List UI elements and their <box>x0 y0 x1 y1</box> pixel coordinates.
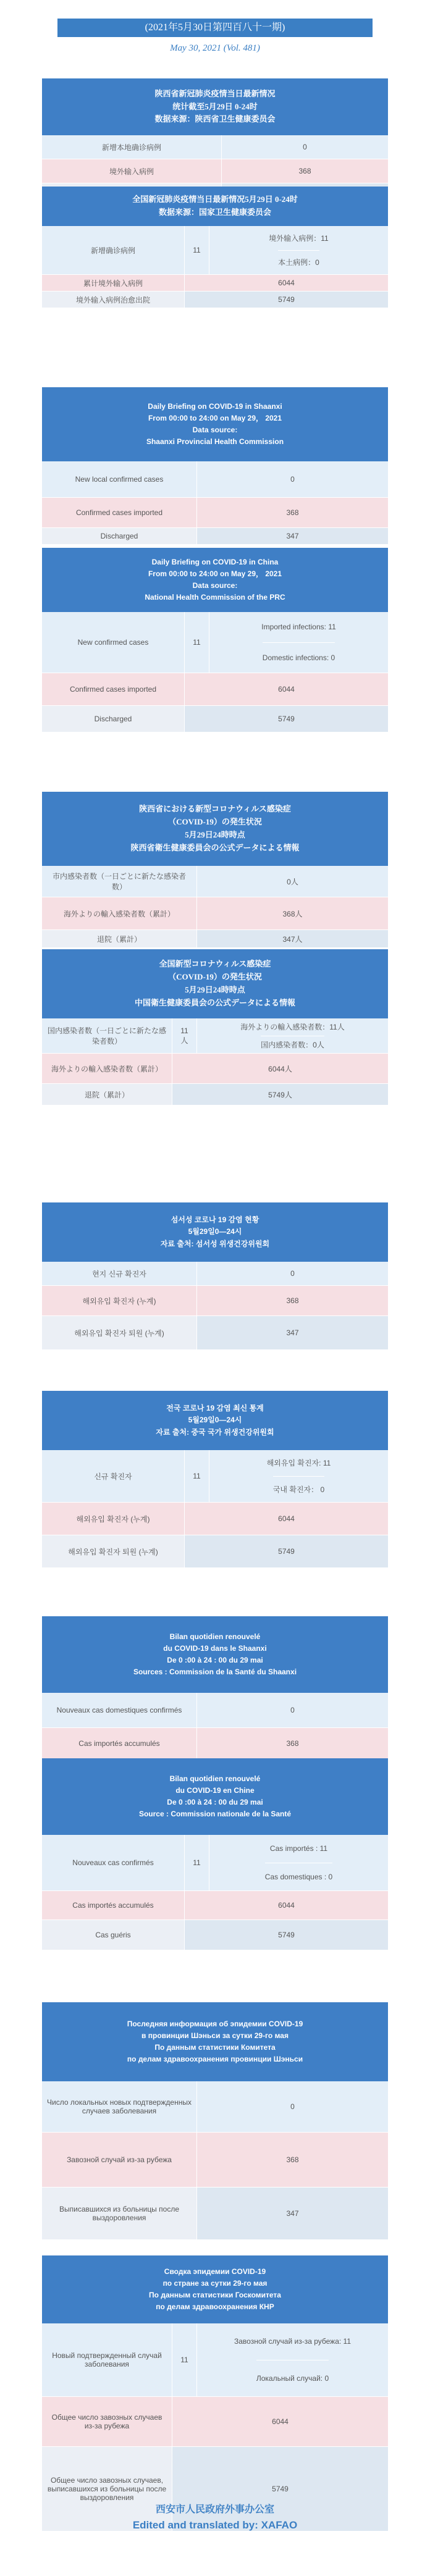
row-label: Общее число завозных случаев из-за рубежа <box>42 2397 172 2446</box>
row-label: 해외유입 확진자 퇴원 (누계) <box>42 1316 196 1349</box>
new-cases-row <box>42 1018 388 1054</box>
row-label: 해외유입 확진자 퇴원 (누계) <box>42 1535 184 1567</box>
data-row <box>42 1286 388 1316</box>
briefing-section <box>42 792 388 948</box>
briefing-section <box>42 1758 388 1950</box>
data-row <box>42 1316 388 1350</box>
data-row <box>42 2081 388 2133</box>
row-value: 6044 <box>172 2397 388 2446</box>
data-row <box>42 1262 388 1286</box>
section-title-line: （COVID-19）の発生状況 <box>168 817 262 827</box>
briefing-section <box>42 2255 388 2532</box>
section-header <box>42 387 388 461</box>
row-label: Общее число завозных случаев, выписавшихся из больницы после выздоровления <box>42 2447 172 2531</box>
new-cases-label: 国内感染者数（一日ごとに新たな感染者数） <box>42 1018 172 1053</box>
section-header <box>42 1391 388 1450</box>
briefing-section <box>42 1391 388 1568</box>
new-cases-label: 新增确诊病例 <box>42 226 184 274</box>
imported-cases: Завозной случай из-за рубежа: 11 <box>234 2337 351 2346</box>
briefing-section <box>42 78 388 201</box>
section-title-line: Daily Briefing on COVID-19 in Shaanxi <box>148 401 282 411</box>
section-header <box>42 949 388 1018</box>
footer <box>0 2501 430 2532</box>
row-label: 境外输入病例 <box>42 159 221 183</box>
new-cases-row <box>42 2323 388 2397</box>
section-title-line: 全国新冠肺炎疫情当日最新情况5月29日 0-24时 <box>132 195 298 204</box>
domestic-cases: 国内感染者数：0人 <box>261 1036 324 1054</box>
data-row <box>42 461 388 498</box>
section-header <box>42 2002 388 2081</box>
section-header <box>42 1616 388 1693</box>
section-title-line: 5월29일0—24시 <box>188 1227 242 1236</box>
new-cases-total: 11 <box>172 2323 196 2396</box>
new-cases-row <box>42 226 388 275</box>
new-cases-total: 11人 <box>172 1018 196 1053</box>
imported-cases: Cas importés : 11 <box>269 1844 328 1853</box>
briefing-section <box>42 548 388 732</box>
section-title-line: 陕西省新冠肺炎疫情当日最新情况 <box>154 88 276 98</box>
data-row <box>42 275 388 292</box>
section-title-line: 中国衛生健康委員会の公式データによる情報 <box>134 997 295 1007</box>
imported-cases: 境外输入病例：11 <box>269 233 329 243</box>
section-title-line: Сводка эпидемии COVID-19 <box>164 2267 266 2276</box>
section-title-line: 섬서성 코로나 19 감염 현황 <box>171 1215 259 1225</box>
section-header <box>42 1202 388 1262</box>
row-value: 6044 <box>184 1891 388 1919</box>
new-cases-label: Новый подтвержденный случай заболевания <box>42 2323 172 2396</box>
row-label: Nouveaux cas domestiques confirmés <box>42 1693 196 1727</box>
section-title-line: 陝西省における新型コロナウィルス感染症 <box>139 804 291 814</box>
new-cases-row <box>42 1450 388 1503</box>
briefing-section <box>42 1616 388 1776</box>
section-title-line: De 0 :00 à 24 : 00 du 29 mai <box>167 1656 263 1664</box>
row-label: Discharged <box>42 528 196 544</box>
row-label: Число локальных новых подтвержденных случаев заболевания <box>42 2081 196 2132</box>
row-label: Завозной случай из-за рубежа <box>42 2133 196 2187</box>
row-value: 5749 <box>184 1535 388 1567</box>
new-cases-total: 11 <box>184 1835 209 1890</box>
section-title-line: De 0 :00 à 24 : 00 du 29 mai <box>167 1798 263 1806</box>
row-value: 347 <box>196 1316 388 1349</box>
data-row <box>42 866 388 897</box>
section-header <box>42 78 388 135</box>
data-row <box>42 930 388 948</box>
issue-date: May 30, 2021 (Vol. 481) <box>170 43 260 53</box>
data-row <box>42 706 388 732</box>
data-row <box>42 1535 388 1568</box>
row-value: 0人 <box>196 866 388 897</box>
section-title-line: From 00:00 to 24:00 on May 29， 2021 <box>148 413 282 422</box>
section-title-line: 数据来源：陕西省卫生健康委员会 <box>154 114 276 124</box>
row-value: 0 <box>196 2081 388 2132</box>
section-title-line: Data source: <box>192 581 238 590</box>
row-value: 368人 <box>196 897 388 929</box>
new-cases-row <box>42 1835 388 1891</box>
row-value: 5749 <box>184 292 388 308</box>
row-value: 6044 <box>184 275 388 291</box>
row-value: 347 <box>196 2188 388 2239</box>
new-cases-label: 신규 확진자 <box>42 1450 184 1502</box>
imported-cases: 해외유입 확진자: 11 <box>266 1459 331 1468</box>
row-label: Cas guéris <box>42 1920 184 1950</box>
section-title-line: 统计截至5月29日 0-24时 <box>172 101 258 111</box>
row-label: 累计境外输入病例 <box>42 275 184 291</box>
row-label: 해외유입 확진자 (누계) <box>42 1286 196 1315</box>
domestic-cases: Domestic infections: 0 <box>263 642 335 673</box>
section-title-line: 陝西省衛生健康委員会の公式データによる情報 <box>130 842 300 852</box>
row-value: 368 <box>196 1728 388 1759</box>
row-value: 6044 <box>184 1503 388 1535</box>
briefing-section <box>42 187 388 308</box>
section-title-line: du COVID-19 en Chine <box>175 1785 255 1795</box>
section-title-line: Shaanxi Provincial Health Commission <box>146 437 284 447</box>
data-row <box>42 135 388 159</box>
new-cases-breakdown <box>196 2323 388 2396</box>
section-title-line: Sources : Commission de la Santé du Shaanxi <box>133 1668 297 1677</box>
section-title-line: По данным статистики Комитета <box>154 2043 276 2052</box>
row-value: 368 <box>196 2133 388 2187</box>
section-title-line: Bilan quotidien renouvelé <box>169 1774 261 1783</box>
row-label: 海外よりの輸入感染者数（累計） <box>42 897 196 929</box>
section-title-line: по делам здравоохранения КНР <box>156 2302 274 2312</box>
row-value: 0 <box>196 461 388 497</box>
row-value: 347人 <box>196 930 388 947</box>
data-row <box>42 1054 388 1084</box>
data-row <box>42 1728 388 1760</box>
new-cases-breakdown <box>209 612 388 673</box>
section-title-line: （COVID-19）の発生状況 <box>168 972 262 982</box>
section-header <box>42 792 388 866</box>
new-cases-breakdown <box>209 226 388 274</box>
new-cases-row <box>42 612 388 673</box>
data-row <box>42 1084 388 1105</box>
data-row <box>42 2188 388 2240</box>
imported-cases: Imported infections: 11 <box>261 623 336 632</box>
row-label: 退院（累計） <box>42 1084 172 1105</box>
section-title-line: 5월29일0—24시 <box>188 1416 242 1425</box>
section-header <box>42 548 388 612</box>
row-value: 5749 <box>184 1920 388 1950</box>
row-value: 0 <box>221 135 388 159</box>
new-cases-label: Nouveaux cas confirmés <box>42 1835 184 1890</box>
data-row <box>42 498 388 528</box>
section-title-line: по стране за сутки 29-го мая <box>162 2278 268 2288</box>
row-label: 境外输入病例治愈出院 <box>42 292 184 308</box>
section-title-line: 자료 출처: 중국 국가 위생건강위원회 <box>156 1427 274 1437</box>
briefing-section <box>42 949 388 1105</box>
section-header <box>42 1758 388 1835</box>
data-row <box>42 1891 388 1920</box>
data-row <box>42 1503 388 1535</box>
row-value: 368 <box>221 159 388 183</box>
section-title-line: 5月29日24時時点 <box>185 830 245 839</box>
data-row <box>42 1920 388 1950</box>
row-label: 海外よりの輸入感染者数（累計） <box>42 1054 172 1083</box>
section-title-line: National Health Commission of the PRC <box>145 593 285 602</box>
section-title-line: du COVID-19 dans le Shaanxi <box>163 1643 267 1653</box>
section-title-line: Source : Commission nationale de la Santé <box>138 1810 292 1819</box>
row-value: 0 <box>196 1693 388 1727</box>
data-row <box>42 528 388 545</box>
section-title-line: 5月29日24時時点 <box>185 985 245 994</box>
data-row <box>42 2397 388 2447</box>
section-header <box>42 2255 388 2323</box>
data-row <box>42 159 388 183</box>
row-value: 5749人 <box>172 1084 388 1105</box>
new-cases-label: New confirmed cases <box>42 612 184 673</box>
new-cases-total: 11 <box>184 612 209 673</box>
imported-cases: 海外よりの輸入感染者数：11人 <box>240 1023 345 1032</box>
domestic-cases: 국내 확진자： 0 <box>273 1476 324 1503</box>
new-cases-total: 11 <box>184 226 209 274</box>
row-label: Выписавшихся из больницы после выздоровления <box>42 2188 196 2239</box>
row-value: 368 <box>196 1286 388 1315</box>
data-row <box>42 292 388 308</box>
issue-banner: (2021年5月30日第四百八十一期) <box>57 19 373 37</box>
row-value: 6044人 <box>172 1054 388 1083</box>
footer-credit: Edited and translated by: XAFAO <box>132 2519 298 2531</box>
footer-org: 西安市人民政府外事办公室 <box>155 2504 274 2515</box>
domestic-cases: 本土病例：0 <box>278 250 319 275</box>
new-cases-total: 11 <box>184 1450 209 1502</box>
row-value: 5749 <box>172 2447 388 2531</box>
row-label: 市内感染者数（一日ごとに新たな感染者数） <box>42 866 196 897</box>
section-title-line: в провинции Шэньси за сутки 29-го мая <box>141 2031 289 2040</box>
section-title-line: 全国新型コロナウィルス感染症 <box>159 959 271 969</box>
section-title-line: Data source: <box>192 426 238 434</box>
row-value: 347 <box>196 528 388 544</box>
briefing-section <box>42 387 388 545</box>
row-label: Cas importés accumulés <box>42 1891 184 1919</box>
section-title-line: 자료 출처: 섬서성 위생건강위원회 <box>160 1239 270 1248</box>
section-title-line: Последняя информация об эпидемии COVID-19 <box>127 2019 303 2028</box>
section-title-line: Daily Briefing on COVID-19 in China <box>151 557 279 566</box>
row-label: 新增本地确诊病例 <box>42 135 221 159</box>
domestic-cases: Cas domestiques : 0 <box>265 1863 332 1891</box>
row-label: 해외유입 확진자 (누계) <box>42 1503 184 1535</box>
data-row <box>42 673 388 706</box>
section-header <box>42 187 388 226</box>
section-title-line: 数据来源：国家卫生健康委员会 <box>158 208 271 217</box>
data-row <box>42 2133 388 2188</box>
section-title-line: по делам здравоохранения провинции Шэньси <box>127 2055 303 2064</box>
section-title-line: From 00:00 to 24:00 on May 29， 2021 <box>148 569 282 578</box>
row-value: 5749 <box>184 706 388 732</box>
briefing-section <box>42 2002 388 2240</box>
row-label: Cas importés accumulés <box>42 1728 196 1759</box>
new-cases-breakdown <box>196 1018 388 1053</box>
section-title-line: 전국 코로나 19 감염 최신 통계 <box>166 1404 264 1413</box>
section-title-line: Bilan quotidien renouvelé <box>169 1632 261 1641</box>
data-row <box>42 897 388 930</box>
row-label: Confirmed cases imported <box>42 673 184 705</box>
row-label: Confirmed cases imported <box>42 498 196 527</box>
new-cases-breakdown <box>209 1450 388 1502</box>
domestic-cases: Локальный случай: 0 <box>256 2360 329 2397</box>
row-label: Discharged <box>42 706 184 732</box>
new-cases-breakdown <box>209 1835 388 1890</box>
row-label: New local confirmed cases <box>42 461 196 497</box>
row-value: 6044 <box>184 673 388 705</box>
briefing-section <box>42 1202 388 1350</box>
data-row <box>42 1693 388 1728</box>
row-value: 0 <box>196 1262 388 1285</box>
row-label: 현지 신규 확진자 <box>42 1262 196 1285</box>
section-title-line: По данным статистики Госкомитета <box>149 2291 281 2299</box>
row-label: 退院（累計） <box>42 930 196 947</box>
row-value: 368 <box>196 498 388 527</box>
